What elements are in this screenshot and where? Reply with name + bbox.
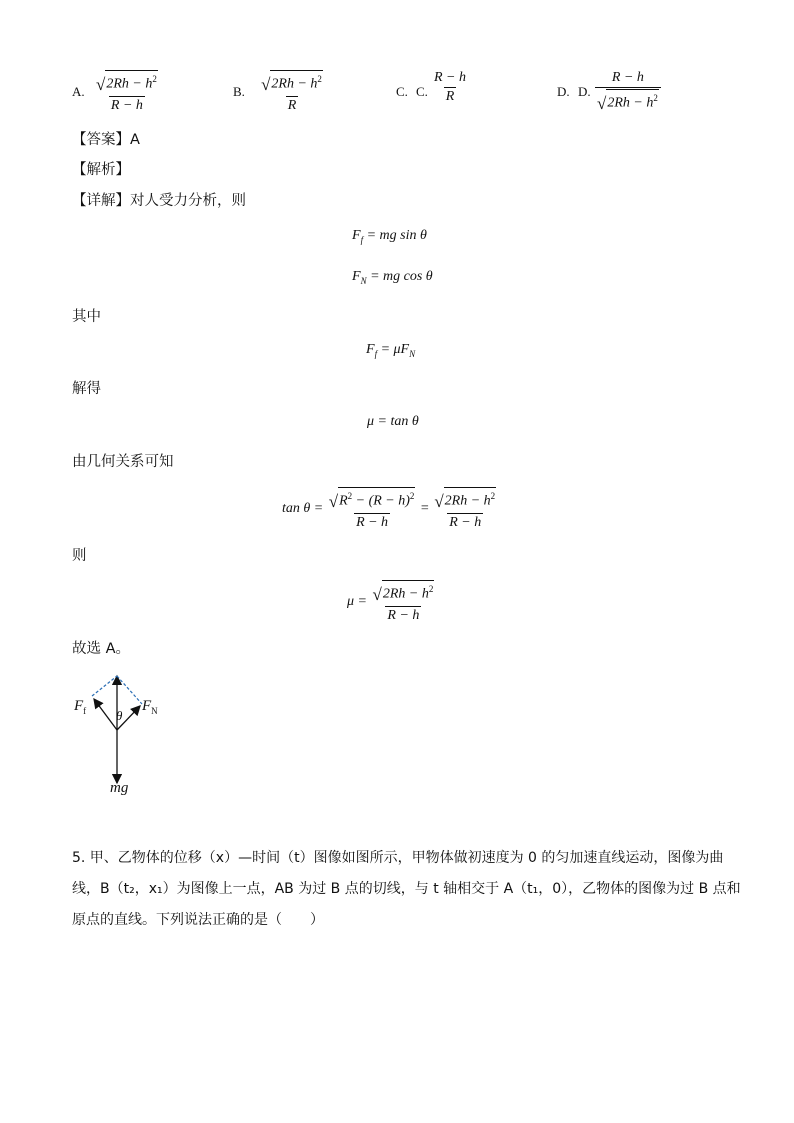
- force-diagram: [70, 670, 180, 805]
- question5-line3: 原点的直线。下列说法正确的是（ ）: [72, 912, 324, 928]
- equation-mu-tan: μ = tan θ: [367, 414, 419, 429]
- detail-line: 【详解】对人受力分析，则: [72, 193, 246, 209]
- text-qizhong: 其中: [72, 309, 101, 325]
- dashed-line-left: [92, 676, 117, 696]
- text-jiede: 解得: [72, 381, 101, 397]
- equation-friction: $F_f = \mu F_N$: [366, 342, 416, 359]
- option-d-prefix: D.: [578, 84, 591, 99]
- option-c-expression: $\frac{R - h}{R}$: [434, 70, 466, 104]
- question5-line2: 线，B（t₂，x₁）为图像上一点，AB 为过 B 点的切线，与 t 轴相交于 A（t₁，0），乙物体的图像为过 B 点和: [72, 881, 741, 897]
- ff-arrow: [94, 699, 117, 730]
- label-fn: $F_N$: [142, 698, 158, 716]
- label-theta: θ: [116, 708, 123, 723]
- analysis-heading: 【解析】: [72, 162, 130, 178]
- option-a-expression: √ $2Rh - h^2$ R − h: [94, 70, 160, 114]
- option-b-label: B.: [233, 84, 245, 99]
- label-ff: $F_f$: [74, 698, 87, 716]
- text-ze: 则: [72, 548, 87, 564]
- option-d-expression: R − h √ $2Rh - h^2$: [595, 70, 661, 114]
- option-d-label: D.: [557, 84, 570, 99]
- option-b-expression: √ $2Rh - h^2$ R: [255, 70, 329, 114]
- option-c-label: C.: [396, 84, 408, 99]
- text-geometry: 由几何关系可知: [72, 454, 174, 470]
- equation-fn: $F_N$ = mg cos θ: [352, 269, 433, 286]
- option-a-label: A.: [72, 84, 85, 99]
- question5-line1: 5. 甲、乙物体的位移（x）—时间（t）图像如图所示，甲物体做初速度为 0 的匀加速直线运动，图像为曲: [72, 850, 724, 866]
- answer-line: 【答案】A: [72, 132, 140, 148]
- dashed-line-right: [117, 676, 142, 704]
- equation-mu-final: μ = √ $2Rh - h^2$ R − h: [347, 580, 436, 624]
- label-mg: mg: [110, 780, 129, 796]
- text-choose: 故选 A。: [72, 641, 131, 657]
- equation-ff: $F_f$ = mg sin θ: [352, 228, 427, 245]
- equation-tan-theta: tan θ = √ $R^2 - (R - h)^2$ R − h = √ $2Rh - h^2$ R − h: [282, 487, 498, 531]
- option-c-prefix: C.: [416, 84, 428, 99]
